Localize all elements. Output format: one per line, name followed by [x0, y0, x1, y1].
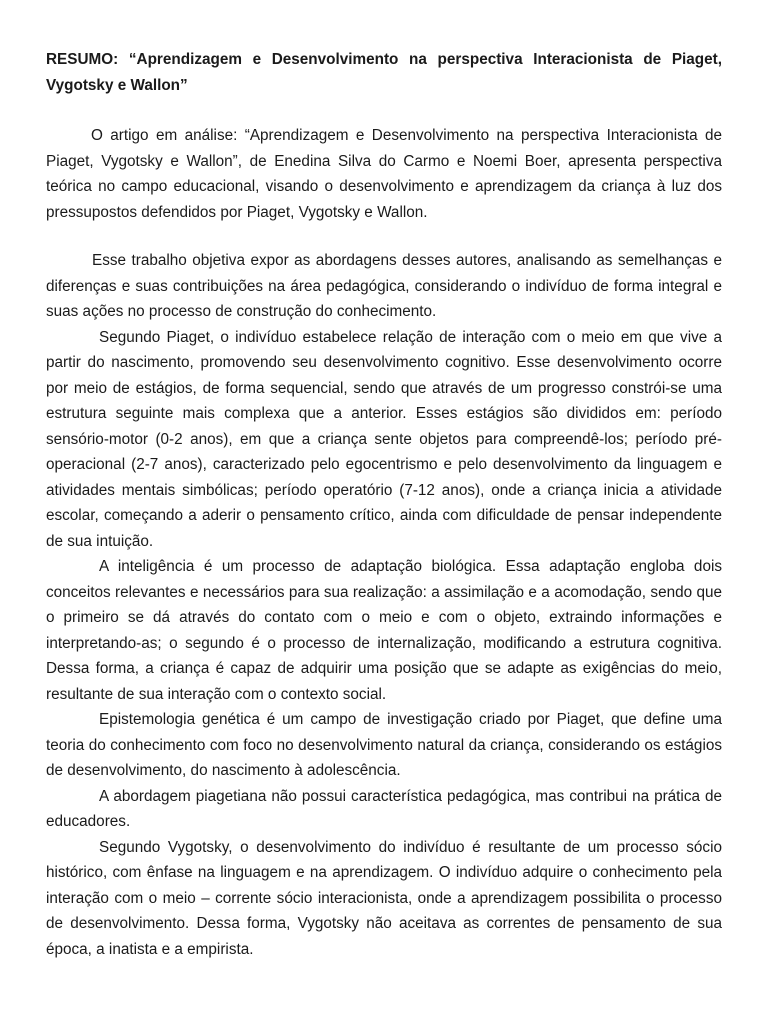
paragraph-piagetian-approach: A abordagem piagetiana não possui característica pedagógica, mas contribui na prática de educadores.	[46, 787, 722, 830]
document-title: RESUMO: “Aprendizagem e Desenvolvimento na perspectiva Interacionista de Piaget, Vygotsky e Wallon”	[46, 51, 722, 94]
paragraph-vygotsky: Segundo Vygotsky, o desenvolvimento do indivíduo é resultante de um processo sócio histórico, com ênfase na linguagem e na aprendizagem. O indivíduo adquire o conhecimento pela interação com o meio – corrente sócio interacionista, onde a aprendizagem possibilita o processo de desenvolvimento. Dessa forma, Vygotsky não aceitava as correntes de pensamento de sua época, a inatista e a empirista.	[46, 838, 722, 958]
document-page	[46, 47, 722, 962]
paragraph-intelligence-adaptation: A inteligência é um processo de adaptação biológica. Essa adaptação engloba dois conceitos relevantes e necessários para sua realização: a assimilação e a acomodação, sendo que o primeiro se dá através do contato com o meio e com o objeto, extraindo informações e interpretando-as; o segundo é o processo de internalização, modificando a estrutura cognitiva. Dessa forma, a criança é capaz de adquirir uma posição que se adapte as exigências do meio, resultante de sua interação com o contexto social.	[46, 558, 722, 703]
paragraph-genetic-epistemology: Epistemologia genética é um campo de investigação criado por Piaget, que define uma teoria do conhecimento com foco no desenvolvimento natural da criança, considerando os estágios de desenvolvimento, do nascimento à adolescência.	[46, 711, 722, 779]
paragraph-objective: Esse trabalho objetiva expor as abordagens desses autores, analisando as semelhanças e diferenças e suas contribuições na área pedagógica, considerando o indivíduo de forma integral e suas ações no processo de construção do conhecimento.	[46, 252, 722, 320]
paragraph-article-intro: O artigo em análise: “Aprendizagem e Desenvolvimento na perspectiva Interacionista de Piaget, Vygotsky e Wallon”, de Enedina Silva do Carmo e Noemi Boer, apresenta perspectiva teórica no campo educacional, visando o desenvolvimento e aprendizagem da criança à luz dos pressupostos defendidos por Piaget, Vygotsky e Wallon.	[46, 127, 722, 221]
paragraph-piaget-stages: Segundo Piaget, o indivíduo estabelece relação de interação com o meio em que vive a partir do nascimento, promovendo seu desenvolvimento cognitivo. Esse desenvolvimento ocorre por meio de estágios, de forma sequencial, sendo que através de um progresso constrói-se uma estrutura seguinte mais complexa que a anterior. Esses estágios são divididos em: período sensório-motor (0-2 anos), em que a criança sente objetos para compreendê-los; período pré-operacional (2-7 anos), caracterizado pelo egocentrismo e pelo desenvolvimento da linguagem e atividades mentais simbólicas; período operatório (7-12 anos), onde a criança inicia a atividade escolar, começando a aderir o pensamento crítico, ainda com dificuldade de pensar independente de sua intuição.	[46, 328, 722, 550]
